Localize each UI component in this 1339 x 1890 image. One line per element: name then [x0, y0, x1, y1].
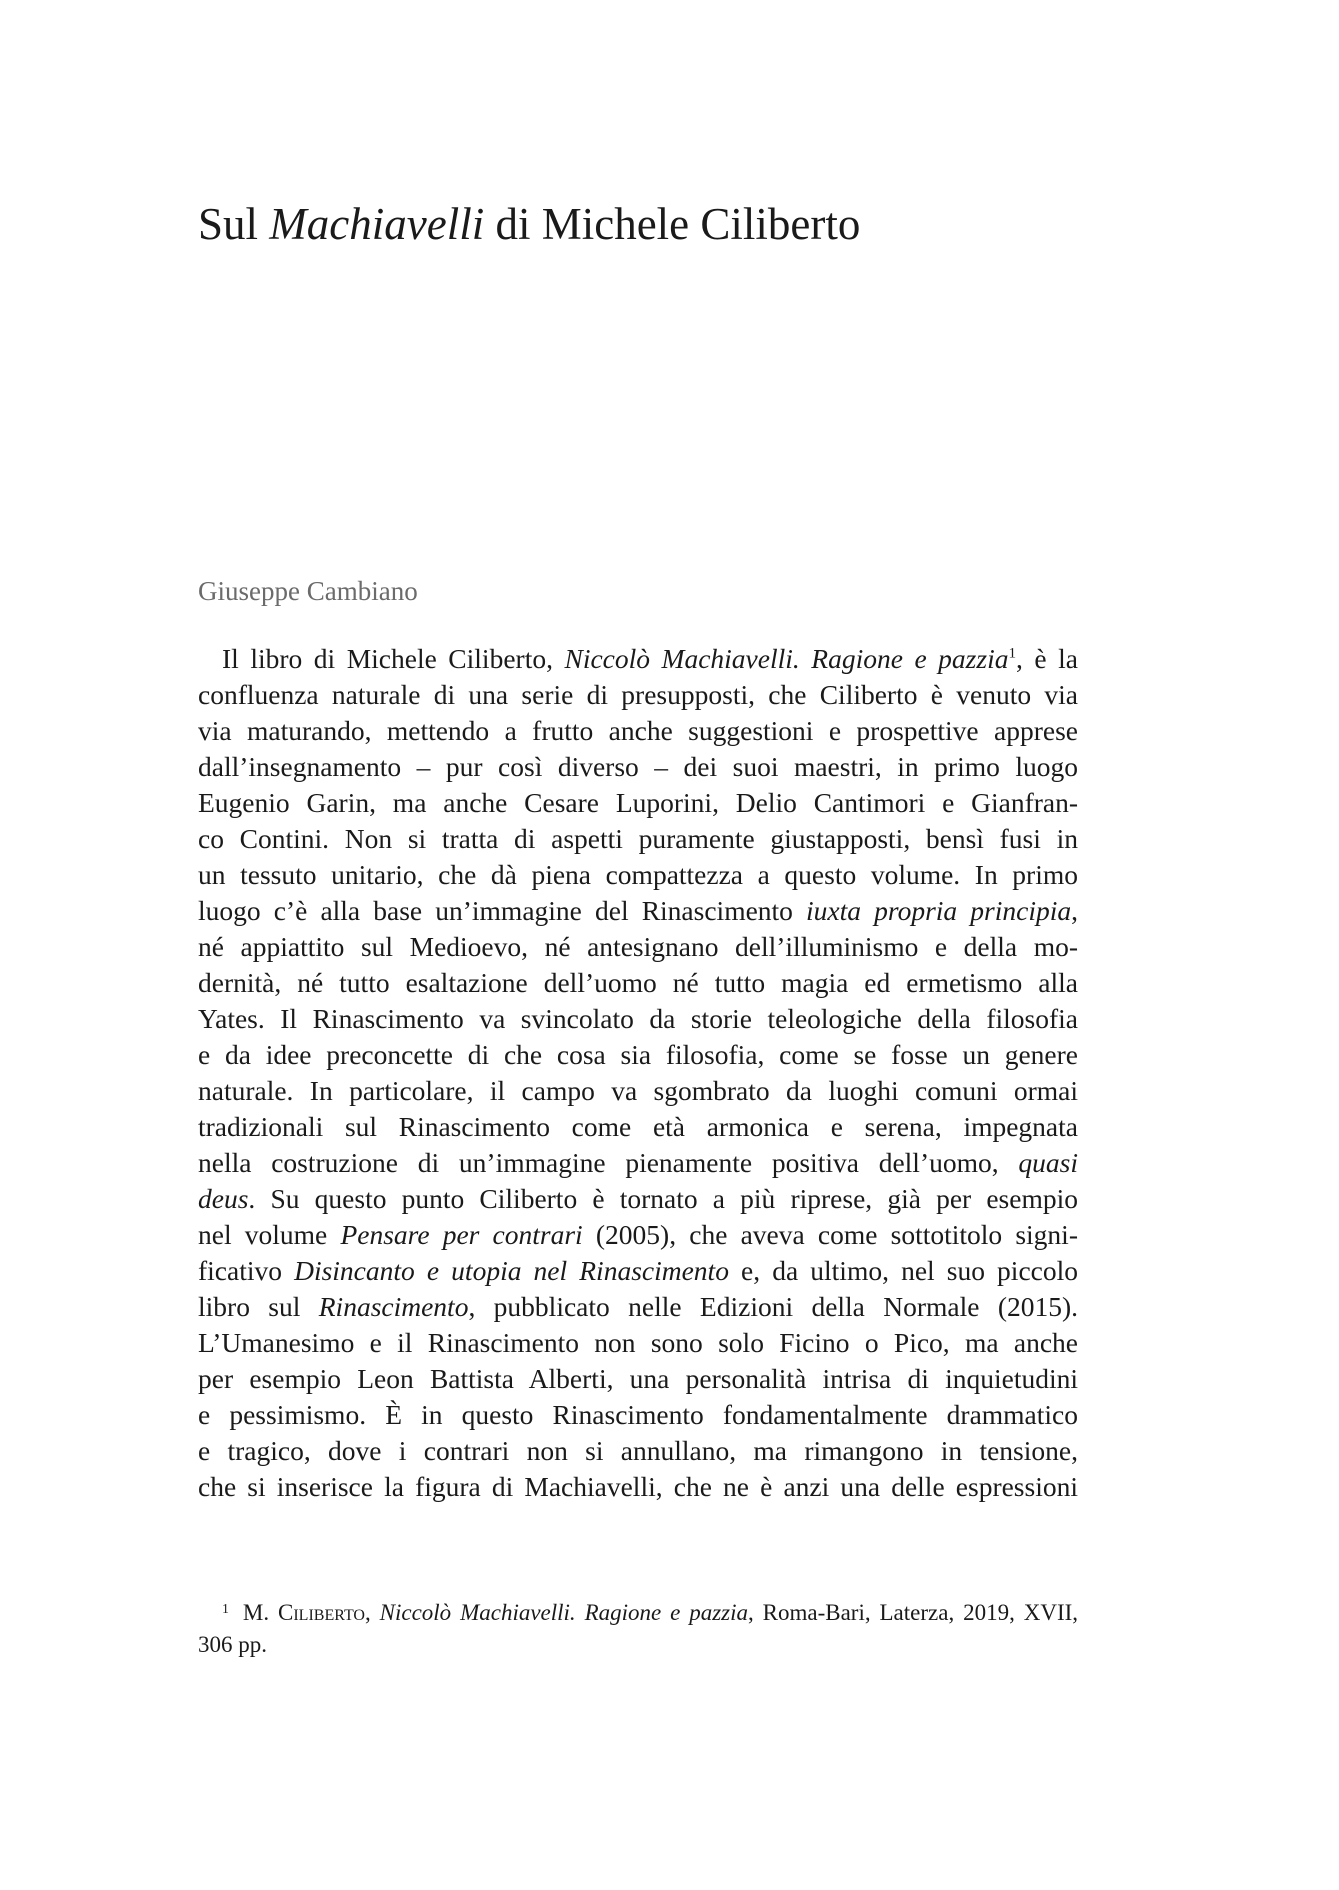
- text-run: nel volume: [198, 1219, 341, 1250]
- text-run: Il libro di Michele Ciliberto,: [222, 643, 565, 674]
- body-line: né appiattito sul Medioevo, né antesignano dell’illuminismo e della mo-: [198, 931, 1078, 962]
- body-line: naturale. In particolare, il campo va sgombrato da luoghi comuni ormai: [198, 1075, 1078, 1106]
- text-run: , pubblicato nelle Edizioni della Normale (2015).: [468, 1291, 1079, 1322]
- footnote-mark: 1: [222, 1601, 229, 1616]
- text-run: ficativo: [198, 1255, 295, 1286]
- text-run-italic: Rinascimento: [318, 1291, 469, 1322]
- body-line: che si inserisce la figura di Machiavelli, che ne è anzi una delle espressioni: [198, 1471, 1078, 1502]
- text-run: ,: [1071, 895, 1078, 926]
- body-line: tradizionali sul Rinascimento come età armonica e serena, impegnata: [198, 1111, 1078, 1142]
- author-smallcaps: Ciliberto: [278, 1599, 365, 1625]
- footnote-line: 306 pp.: [198, 1632, 267, 1657]
- body-line: [198, 1289, 1078, 1325]
- body-line: e da idee preconcette di che cosa sia filosofia, come se fosse un genere: [198, 1039, 1078, 1070]
- text-run: (2005), che aveva come sottotitolo signi-: [582, 1219, 1078, 1250]
- title-italic: Machiavelli: [269, 199, 485, 249]
- title-suffix: di Michele Ciliberto: [484, 199, 861, 249]
- body-line: co Contini. Non si tratta di aspetti puramente giustapposti, bensì fusi in: [198, 823, 1078, 854]
- page-title: [198, 198, 860, 250]
- text-run-italic: Niccolò Machiavelli. Ragione e pazzia: [564, 643, 1009, 674]
- text-run-italic: deus: [198, 1183, 249, 1214]
- body-line: e pessimismo. È in questo Rinascimento fondamentalmente drammatico: [198, 1399, 1078, 1430]
- author-name: Giuseppe Cambiano: [198, 576, 418, 606]
- text-run-italic: iuxta propria principia: [806, 895, 1072, 926]
- body-line: dall’insegnamento – pur così diverso – dei suoi maestri, in primo luogo: [198, 751, 1078, 782]
- text-run: luogo c’è alla base un’immagine del Rinascimento: [198, 895, 807, 926]
- body-line: un tessuto unitario, che dà piena compattezza a questo volume. In primo: [198, 859, 1078, 890]
- text-run: . Su questo punto Ciliberto è tornato a più riprese, già per esempio: [248, 1183, 1078, 1214]
- text-run-italic: Pensare per contrari: [340, 1219, 583, 1250]
- body-line: Eugenio Garin, ma anche Cesare Luporini, Delio Cantimori e Gianfran-: [198, 787, 1078, 818]
- body-line: confluenza naturale di una serie di presupposti, che Ciliberto è venuto via: [198, 679, 1078, 710]
- body-line: via maturando, mettendo a frutto anche suggestioni e prospettive apprese: [198, 715, 1078, 746]
- body-line: [198, 1253, 1078, 1289]
- text-run: , Roma-Bari, Laterza, 2019, XVII,: [748, 1599, 1079, 1625]
- text-run-italic: quasi: [1018, 1147, 1078, 1178]
- body-line: e tragico, dove i contrari non si annullano, ma rimangono in tensione,: [198, 1435, 1078, 1466]
- text-run: , è la: [1016, 643, 1079, 674]
- title-prefix: Sul: [198, 199, 270, 249]
- body-line: [198, 1217, 1078, 1253]
- text-run: e, da ultimo, nel suo piccolo: [728, 1255, 1078, 1286]
- body-line: [198, 1181, 1078, 1217]
- text-run: libro sul: [198, 1291, 319, 1322]
- text-run: ,: [364, 1599, 380, 1625]
- text-run-italic: Disincanto e utopia nel Rinascimento: [294, 1255, 729, 1286]
- body-line: dernità, né tutto esaltazione dell’uomo né tutto magia ed ermetismo alla: [198, 967, 1078, 998]
- body-line: [198, 1145, 1078, 1181]
- body-line: [198, 893, 1078, 929]
- text-run: nella costruzione di un’immagine pienamente positiva dell’uomo,: [198, 1147, 1019, 1178]
- text-run-italic: Niccolò Machiavelli. Ragione e pazzia: [379, 1599, 749, 1625]
- footnote-line: [222, 1591, 1078, 1631]
- body-line: per esempio Leon Battista Alberti, una personalità intrisa di inquietudini: [198, 1363, 1078, 1394]
- body-line: [222, 641, 1078, 677]
- text-run: M.: [242, 1599, 279, 1625]
- footnote-ref[interactable]: 1: [1008, 645, 1017, 662]
- body-line: L’Umanesimo e il Rinascimento non sono solo Ficino o Pico, ma anche: [198, 1327, 1078, 1358]
- body-line: Yates. Il Rinascimento va svincolato da storie teleologiche della filosofia: [198, 1003, 1078, 1034]
